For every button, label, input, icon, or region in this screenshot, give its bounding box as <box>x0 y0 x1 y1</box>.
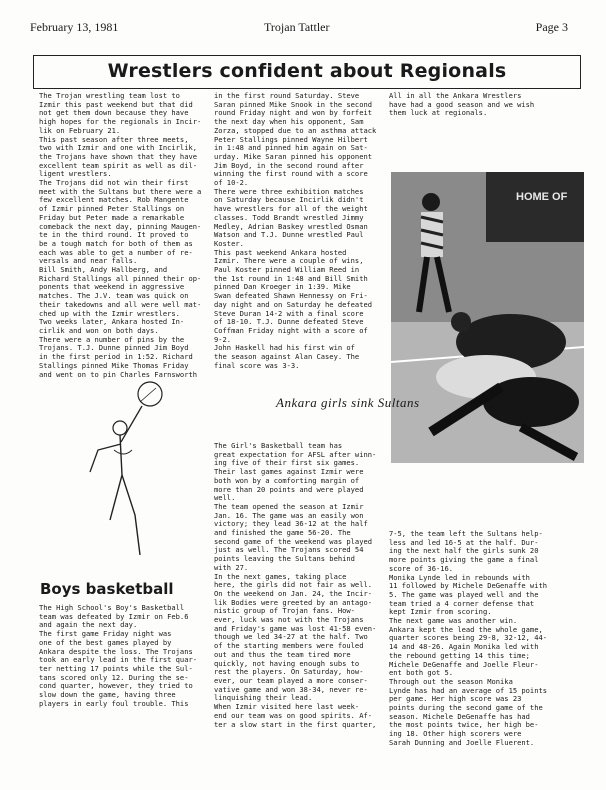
text-line: 5. The game was played well and the <box>389 589 539 599</box>
wrestling-column-3 <box>389 92 534 118</box>
text-line: 14 and 48-26. Again Monika led with <box>389 642 539 652</box>
text-line: with 27. <box>214 562 249 572</box>
text-line: their takedowns and all were well mat- <box>39 299 202 309</box>
text-line: This past season after three meets, <box>39 134 189 144</box>
text-line: The next game was another win. <box>389 616 518 626</box>
text-line: and again the next day. <box>39 620 138 630</box>
girls-column-1 <box>214 442 376 729</box>
text-line: Ankara despite the loss. The Trojans <box>39 646 193 656</box>
text-line: Coffman Friday night with a score of <box>214 325 368 335</box>
text-line: great expectation for AFSL after winn- <box>214 449 377 459</box>
text-line: John Haskell had his first win of <box>214 343 355 353</box>
text-line: There were a number of pins by the <box>39 334 185 344</box>
text-line: nistic group of Trojan fans. How- <box>214 606 355 616</box>
text-line: ter netting 17 points while the Sul- <box>39 663 193 673</box>
text-line: points during the second game of the <box>389 703 543 713</box>
text-line: Through out the season Monika <box>389 676 513 686</box>
text-line: them luck at regionals. <box>389 108 488 118</box>
text-line: ter a slow start in the first quarter, <box>214 719 377 729</box>
text-line: be a tough match for both of them as <box>39 238 193 248</box>
text-line: day night and on Saturday he defeated <box>214 299 373 309</box>
text-line: of 18-10. T.J. Dunne defeated Steve <box>214 317 364 327</box>
text-line: lik Bodies were greeted by an antago- <box>214 597 373 607</box>
text-line: quickly, not having enough subs to <box>214 658 360 668</box>
text-line: the rebound getting 14 this time; <box>389 650 530 660</box>
text-line: less and led 16-5 at the half. Dur- <box>389 537 539 547</box>
text-line: Izmir. There were a couple of wins, <box>214 256 364 266</box>
text-line: both won by a comforting margin of <box>214 475 360 485</box>
text-line: Koster. <box>214 238 244 248</box>
text-line: of the starting members were fouled <box>214 641 364 651</box>
text-line: In the next games, taking place <box>214 571 347 581</box>
text-line: final score was 3-3. <box>214 360 300 370</box>
text-line: rest the players. On Saturday, how- <box>214 667 364 677</box>
text-line: versals and near falls. <box>39 256 138 266</box>
text-line: high hopes for the regionals in Incir- <box>39 117 202 127</box>
text-line: Sarah Dunning and Joelle Fluerent. <box>389 737 535 747</box>
text-line: comeback the next day, pinning Maugen- <box>39 221 202 231</box>
text-line: All in all the Ankara Wrestlers <box>389 91 522 100</box>
text-line: ched up with the Izmir wrestlers. <box>39 308 180 318</box>
text-line: te in the third round. It proved to <box>39 230 189 240</box>
text-line: Peter Stallings pinned Wayne Hilbert <box>214 134 368 144</box>
text-line: ent both got 5. <box>389 668 454 678</box>
text-line: Jim Boyd, in the second round after <box>214 160 364 170</box>
text-line: score of 36-16. <box>389 563 454 573</box>
text-line: Monika Lynde led in rebounds with <box>389 572 530 582</box>
issue-date: February 13, 1981 <box>30 20 119 34</box>
text-line: Jan. 16. The game was an easily won <box>214 510 364 520</box>
text-line: per game. Her high score was 23 <box>389 694 522 704</box>
text-line: points leaving the Sultans behind <box>214 554 355 564</box>
text-line: more than 20 points and were played <box>214 484 364 494</box>
text-line: Zorza, stopped due to an asthma attack <box>214 125 377 135</box>
text-line: On the weekend on Jan. 24, the Incir- <box>214 588 373 598</box>
text-line: The Girl's Basketball team has <box>214 441 343 450</box>
text-line: Stallings pinned Mike Thomas Friday <box>39 360 189 370</box>
text-line: 11 followed by Michele DeGenaffe with <box>389 581 548 591</box>
text-line: There were three exhibition matches <box>214 186 364 196</box>
text-line: Friday but Peter made a remarkable <box>39 212 185 222</box>
text-line: few excellent matches. Rob Mangente <box>39 195 189 205</box>
text-line: out and thus the team tired more <box>214 649 351 659</box>
text-line: though we led 34-27 at the half. Two <box>214 632 368 642</box>
text-line: more points giving the game a final <box>389 555 539 565</box>
text-line: urday. Mike Saran pinned his opponent <box>214 151 373 161</box>
page-number: Page 3 <box>535 20 568 34</box>
text-line: end our team was on good spirits. Af- <box>214 710 373 720</box>
text-line: Ankara kept the lead the whole game, <box>389 624 543 634</box>
text-line: in 1:48 and pinned him again on Sat- <box>214 143 368 153</box>
text-line: meet with the Sultans but there were a <box>39 186 202 196</box>
text-line: slow down the game, having three <box>39 690 176 700</box>
text-line: The Trojans did not win their first <box>39 178 189 188</box>
text-line: took an early lead in the first quar- <box>39 655 198 665</box>
photo-banner-text: HOME OF <box>516 191 568 203</box>
text-line: ing five of their first six games. <box>214 458 360 468</box>
text-line: linquishing their lead. <box>214 693 313 703</box>
text-line: on Saturday because Incirlik didn't <box>214 195 364 205</box>
text-line: and finished the game 56-20. The <box>214 528 351 538</box>
text-line: have had a good season and we wish <box>389 99 535 109</box>
text-line: quarter scores being 29-8, 32-12, 44- <box>389 633 548 643</box>
text-line: have wrestlers for all of the weight <box>214 204 368 214</box>
text-line: Steve Duran 14-2 with a final score <box>214 308 364 318</box>
text-line: Medley, Adrian Baskey wrestled Osman <box>214 221 368 231</box>
text-line: the Trojans have shown that they have <box>39 151 198 161</box>
text-line: kept Izmir from scoring. <box>389 607 492 617</box>
wrestling-column-1 <box>39 92 201 379</box>
text-line: Izmir this past weekend but that did <box>39 99 193 109</box>
girls-column-2 <box>389 530 547 748</box>
text-line: team tried a 4 corner defense that <box>389 598 535 608</box>
text-line: lik on February 21. <box>39 125 121 135</box>
text-line: Saran pinned Mike Snook in the second <box>214 99 373 109</box>
text-line: 7-5, the team left the Sultans help- <box>389 529 543 538</box>
text-line: The team opened the season at Izmir <box>214 501 364 511</box>
text-line: second game of the weekend was played <box>214 536 373 546</box>
text-line: Richard Stallings all pinned their op- <box>39 273 202 283</box>
text-line: victory; they lead 36-12 at the half <box>214 519 368 529</box>
basketball-player-sketch <box>80 380 190 570</box>
wrestling-headline-box <box>33 55 581 89</box>
text-line: two with Izmir and one with Incirlik, <box>39 143 198 153</box>
text-line: tans scored only 12. During the se- <box>39 672 189 682</box>
text-line: and Friday's game was lost 41-58 even- <box>214 623 377 633</box>
wrestling-match-photo <box>391 172 584 463</box>
text-line: The Trojan wrestling team lost to <box>39 91 180 100</box>
text-line: Swan defeated Shawn Hennessy on Fri- <box>214 291 368 301</box>
text-line: just as well. The Trojans scored 54 <box>214 545 364 555</box>
wrestling-headline: Wrestlers confident about Regionals <box>107 60 507 82</box>
text-line: ing the next half the girls sunk 20 <box>389 546 539 556</box>
text-line: Paul Koster pinned William Reed in <box>214 265 360 275</box>
text-line: ponents that weekend in aggressive <box>39 282 185 292</box>
text-line: the 1st round in 1:48 and Bill Smith <box>214 273 368 283</box>
text-line: season. Michele DeGenaffe has had <box>389 711 530 721</box>
text-line: 9-2. <box>214 334 232 344</box>
text-line: winning the first round with a score <box>214 169 368 179</box>
text-line: in the first period in 1:52. Richard <box>39 352 193 362</box>
text-line: ever, luck was not with the Trojans <box>214 615 364 625</box>
text-line: Their last games against Izmir were <box>214 467 364 477</box>
text-line: The first game Friday night was <box>39 629 172 639</box>
boys-column-1 <box>39 604 197 708</box>
text-line: of Izmir pinned Peter Stallings on <box>39 204 185 214</box>
text-line: the season against Alan Casey. The <box>214 352 360 362</box>
text-line: in the first round Saturday. Steve <box>214 91 360 100</box>
text-line: pinned Dan Kroeger in 1:39. Mike <box>214 282 351 292</box>
text-line: excellent team spirit as well as dil- <box>39 160 198 170</box>
text-line: each was able to get a number of re- <box>39 247 193 257</box>
text-line: not get them down because they have <box>39 108 189 118</box>
wrestling-column-2 <box>214 92 376 371</box>
text-line: vative game and won 38-34, never re- <box>214 684 368 694</box>
text-line: The High School's Boy's Basketball <box>39 603 185 612</box>
text-line: ligent wrestlers. <box>39 169 112 179</box>
text-line: ever, our team played a more conser- <box>214 675 368 685</box>
text-line: Lynde has had an average of 15 points <box>389 685 548 695</box>
text-line: one of the best games played by <box>39 637 172 647</box>
text-line: When Izmir visited here last week- <box>214 702 360 712</box>
text-line: round Friday night and won by forfeit <box>214 108 373 118</box>
text-line: here, the girls did not fair as well. <box>214 580 373 590</box>
text-line: players in early foul trouble. This <box>39 698 189 708</box>
text-line: the most points twice, her high be- <box>389 720 539 730</box>
text-line: classes. Todd Brandt wrestled Jimmy <box>214 212 364 222</box>
text-line: cirlik and won on both days. <box>39 325 159 335</box>
boys-basketball-headline: Boys basketball <box>40 580 174 598</box>
text-line: Trojans. T.J. Dunne pinned Jim Boyd <box>39 343 189 353</box>
newspaper-name: Trojan Tattler <box>264 20 330 34</box>
text-line: This past weekend Ankara hosted <box>214 247 347 257</box>
text-line: team was defeated by Izmir on Feb.6 <box>39 611 189 621</box>
text-line: Michele DeGenaffe and Joelle Fleur- <box>389 659 539 669</box>
text-line: Watson and T.J. Dunne wrestled Paul <box>214 230 364 240</box>
text-line: ing 18. Other high scorers were <box>389 729 522 739</box>
text-line: the next day when his opponent, Sam <box>214 117 364 127</box>
text-line: Bill Smith, Andy Hallberg, and <box>39 265 168 275</box>
text-line: Two weeks later, Ankara hosted In- <box>39 317 185 327</box>
text-line: well. <box>214 493 236 503</box>
girls-basketball-headline: Ankara girls sink Sultans <box>276 395 420 410</box>
text-line: matches. The J.V. team was quick on <box>39 291 189 301</box>
text-line: cond quarter, however, they tried to <box>39 681 193 691</box>
text-line: of 10-2. <box>214 178 249 188</box>
text-line: and went on to pin Charles Farnsworth <box>39 369 198 379</box>
